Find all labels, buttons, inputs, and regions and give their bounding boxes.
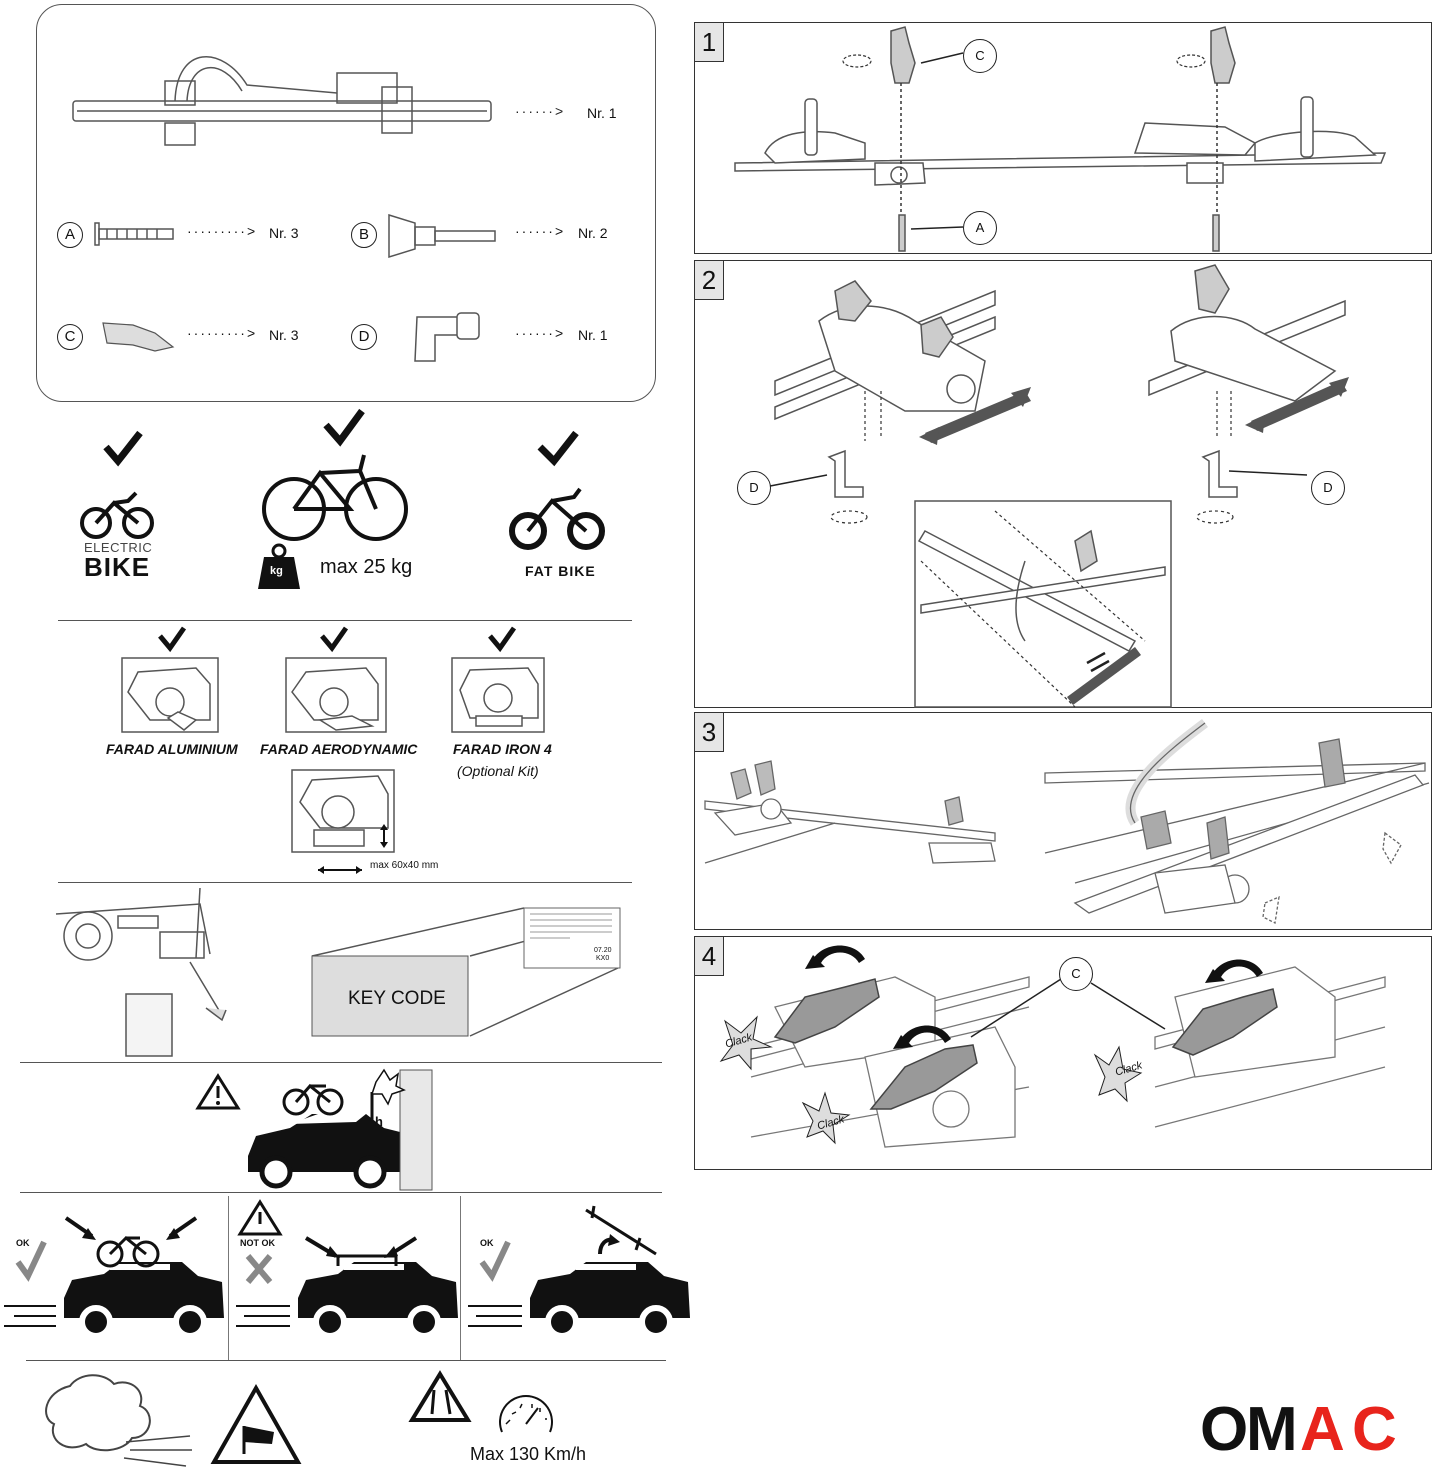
divider <box>58 882 632 883</box>
part-label-b: B <box>351 222 377 248</box>
part-label-a: A <box>57 222 83 248</box>
key-code-illustration <box>0 884 660 1064</box>
key-code-label: KEY CODE <box>348 988 446 1009</box>
slippery-road-icon <box>412 1374 468 1420</box>
wind-cloud-icon <box>46 1375 192 1466</box>
speedometer-icon <box>500 1396 552 1432</box>
not-ok-label: NOT OK <box>240 1238 275 1248</box>
bar-iron: FARAD IRON 4 <box>453 741 552 757</box>
step-2-panel <box>694 260 1432 708</box>
logo-letter-c: C <box>1352 1395 1397 1464</box>
bike-label: BIKE <box>84 552 151 582</box>
wind-warning-icon <box>214 1388 298 1462</box>
logo-letter-m: M <box>1246 1395 1298 1464</box>
fat-bike-label: FAT BIKE <box>525 563 596 579</box>
part-label-d: D <box>351 324 377 350</box>
card-code-bottom: KX0 <box>596 955 610 962</box>
bike-icon <box>264 455 406 539</box>
step-3-illustration <box>695 713 1433 931</box>
bar-aerodynamic: FARAD AERODYNAMIC <box>260 741 418 757</box>
step-number: 3 <box>695 713 724 752</box>
bar-aluminium: FARAD ALUMINIUM <box>106 741 238 757</box>
check-icon <box>326 411 362 441</box>
step-number: 1 <box>695 23 724 62</box>
electric-bike-icon <box>82 493 152 537</box>
check-icon <box>106 433 140 461</box>
max-weight: max 25 kg <box>320 556 413 578</box>
callout-d: D <box>1311 471 1345 505</box>
weight-icon-text: kg <box>270 565 283 577</box>
check-icon <box>540 433 576 461</box>
logo-letter-a: A <box>1300 1395 1345 1464</box>
callout-c: C <box>963 39 997 73</box>
step-number: 4 <box>695 937 724 976</box>
step-number: 2 <box>695 261 724 300</box>
part-label-c: C <box>57 324 83 350</box>
step-1-panel <box>694 22 1432 254</box>
socket-wrench-icon <box>37 5 657 403</box>
qty-c: Nr. 3 <box>269 327 299 343</box>
ok-label-1: OK <box>16 1238 30 1248</box>
main-qty: Nr. 1 <box>587 105 617 121</box>
divider <box>20 1192 662 1193</box>
step-4-panel <box>694 936 1432 1170</box>
clack-text: Clack <box>1113 1059 1144 1079</box>
logo-letter-o: O <box>1200 1395 1249 1464</box>
clack-text: Clack <box>815 1113 846 1133</box>
qty-a: Nr. 3 <box>269 225 299 241</box>
callout-d: D <box>737 471 771 505</box>
bar-iron-note: (Optional Kit) <box>457 763 539 779</box>
divider <box>58 620 632 621</box>
bar-max-size: max 60x40 mm <box>370 860 439 871</box>
step-3-panel <box>694 712 1432 930</box>
clack-text: Clack <box>723 1031 754 1051</box>
warning-icon <box>240 1202 280 1234</box>
height-warning <box>0 1064 660 1194</box>
ok-label-2: OK <box>480 1238 494 1248</box>
fat-bike-icon <box>512 489 602 547</box>
speed-limit: Max 130 Km/h <box>470 1444 587 1464</box>
height-label: h <box>375 1114 383 1129</box>
load-guidance-illustration <box>0 1194 700 1364</box>
divider <box>20 1062 662 1063</box>
omac-logo <box>1200 1395 1436 1464</box>
qty-d: Nr. 1 <box>578 327 608 343</box>
callout-a: A <box>963 211 997 245</box>
divider <box>26 1360 666 1361</box>
card-code-top: 07.20 <box>594 947 612 954</box>
warning-icon <box>198 1076 238 1108</box>
electric-label: ELECTRIC <box>84 540 153 555</box>
qty-b: Nr. 2 <box>578 225 608 241</box>
callout-c: C <box>1059 957 1093 991</box>
step-1-illustration <box>695 23 1433 255</box>
parts-list-box: ······> Nr. 1 A ·········> Nr. 3 B ······> Nr. 2 C ·········> Nr. 3 D ······> Nr. 1 <box>36 4 656 402</box>
